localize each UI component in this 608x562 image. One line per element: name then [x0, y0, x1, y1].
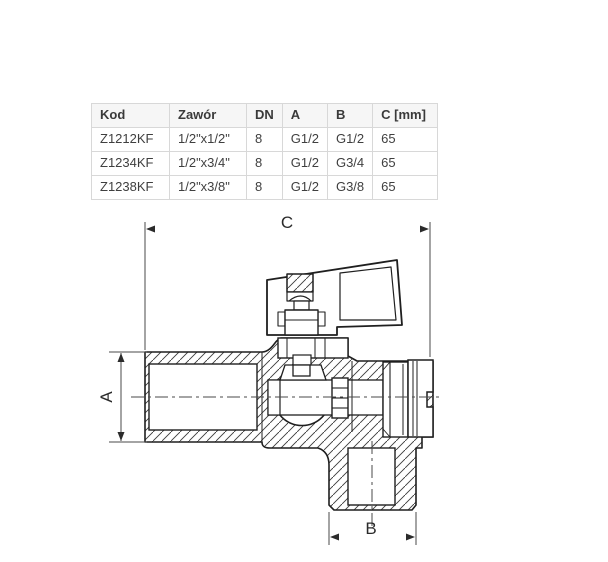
cell-dn: 8	[247, 152, 283, 176]
ball-stem-slot	[280, 365, 326, 380]
cell-kod: Z1238KF	[92, 176, 170, 200]
cell-a: G1/2	[282, 128, 327, 152]
cell-a: G1/2	[282, 176, 327, 200]
cell-zawor: 1/2"x3/8"	[170, 176, 247, 200]
dim-label-b: B	[365, 519, 377, 538]
cell-dn: 8	[247, 128, 283, 152]
cell-a: G1/2	[282, 152, 327, 176]
col-header-c: C [mm]	[373, 104, 438, 128]
col-header-b: B	[327, 104, 372, 128]
cell-c: 65	[373, 128, 438, 152]
cell-b: G3/8	[327, 176, 372, 200]
cell-kod: Z1212KF	[92, 128, 170, 152]
cell-b: G3/4	[327, 152, 372, 176]
stem-nut	[287, 274, 313, 292]
dim-label-c: C	[280, 213, 294, 232]
gland-threads	[332, 378, 348, 418]
cell-zawor: 1/2"x1/2"	[170, 128, 247, 152]
col-header-dn: DN	[247, 104, 283, 128]
col-header-a: A	[282, 104, 327, 128]
col-header-zawor: Zawór	[170, 104, 247, 128]
handle	[267, 260, 402, 335]
cell-dn: 8	[247, 176, 283, 200]
cell-b: G1/2	[327, 128, 372, 152]
cell-zawor: 1/2"x3/4"	[170, 152, 247, 176]
col-header-kod: Kod	[92, 104, 170, 128]
dim-label-a: A	[97, 391, 116, 403]
cell-c: 65	[373, 152, 438, 176]
cell-c: 65	[373, 176, 438, 200]
cell-kod: Z1234KF	[92, 152, 170, 176]
